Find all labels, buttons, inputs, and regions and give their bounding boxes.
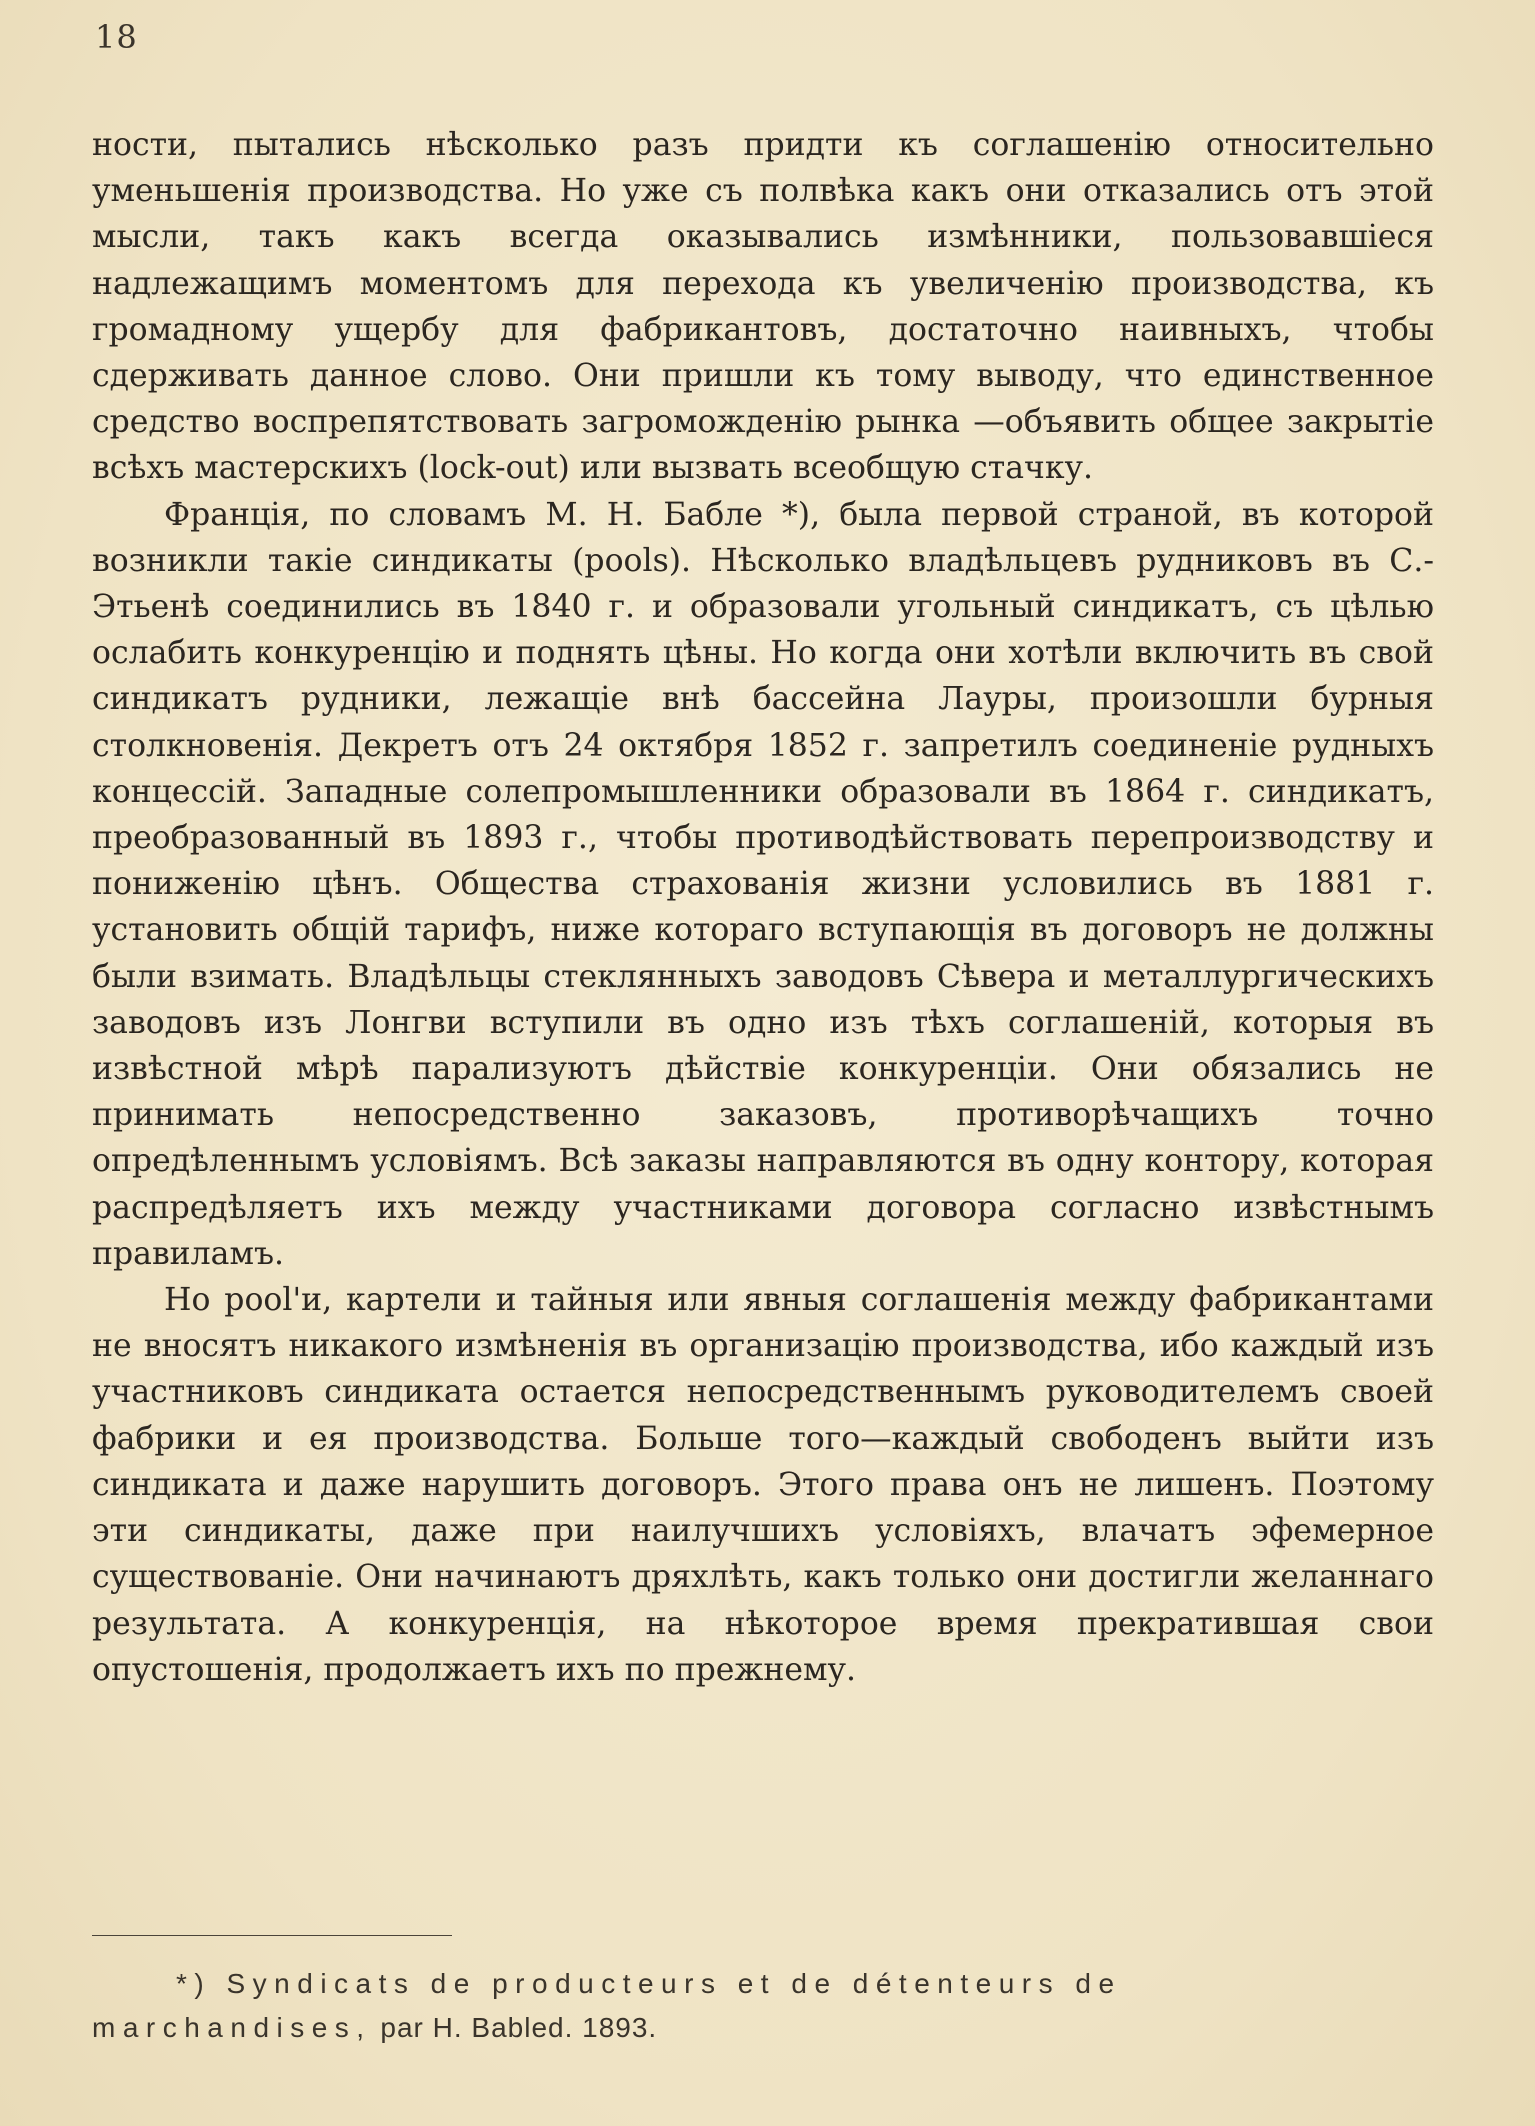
paragraph-2: Франція, по словамъ М. Н. Бабле *), была первой страной, въ которой возникли такіе синдикаты (pools). Нѣсколько владѣльцевъ рудниковъ въ С.-Этьенѣ соединились въ 1840 г. и образовали угольный синдикатъ, съ цѣлью ослабить конкуренцію и поднять цѣны. Но когда они хотѣли включить въ свой синдикатъ рудники, лежащіе внѣ бассейна Лауры, произошли бурныя столкновенія. Декретъ отъ 24 октября 1852 г. запретилъ соединеніе рудныхъ концессій. Западные солепромышленники образовали въ 1864 г. синдикатъ, преобразованный въ 1893 г., чтобы противодѣйствовать перепроизводству и пониженію цѣнъ. Общества страхованія жизни условились въ 1881 г. установить общій тарифъ, ниже котораго вступающія въ договоръ не должны были взимать. Владѣльцы стеклянныхъ заводовъ Сѣвера и металлургическихъ заводовъ изъ Лонгви вступили въ одно изъ тѣхъ соглашеній, которыя въ извѣстной мѣрѣ парализуютъ дѣйствіе конкуренціи. Они обязались не принимать непосредственно заказовъ, противорѣчащихъ точно опредѣленнымъ условіямъ. Всѣ заказы направляются въ одну контору, которая распредѣляетъ ихъ между участниками договора согласно извѣстнымъ правиламъ. [92,496,1434,1272]
body-text [92,122,1434,1693]
footnote-citation: par H. Babled. 1893. [371,2012,658,2043]
paragraph-3: Но pool'и, картели и тайныя или явныя соглашенія между фабрикантами не вносятъ никакого измѣненія въ организацію производства, ибо каждый изъ участниковъ синдиката остается непосредственнымъ руководителемъ своей фабрики и ея производства. Больше того—каждый свободенъ выйти изъ синдиката и даже нарушить договоръ. Этого права онъ не лишенъ. Поэтому эти синдикаты, даже при наилучшихъ условіяхъ, влачатъ эфемерное существованіе. Они начинаютъ дряхлѣть, какъ только они достигли желаннаго результата. А конкуренція, на нѣкоторое время прекратившая свои опустошенія, продолжаетъ ихъ по прежнему. [92,1282,1434,1688]
footnote-spaced-word: marchandises, [92,2012,372,2043]
paragraph-1: ности, пытались нѣсколько разъ придти къ соглашенію относительно уменьшенія производства. Но уже съ полвѣка какъ они отказались отъ этой мысли, такъ какъ всегда оказывались измѣнники, пользовавшіеся надлежащимъ моментомъ для перехода къ увеличенію производства, къ громадному ущербу для фабрикантовъ, достаточно наивныхъ, чтобы сдерживать данное слово. Они пришли къ тому выводу, что единственное средство воспрепятствовать загроможденію рынка —объявить общее закрытіе всѣхъ мастерскихъ (lock-out) или вызвать всеобщую стачку. [92,127,1434,487]
footnote-line-2 [92,2006,1434,2050]
footnote-line-1: *) Syndicats de producteurs et de détenteurs de [176,1968,1122,1999]
page-number: 18 [95,18,138,56]
footnote [92,1962,1434,2050]
footnote-divider [92,1935,452,1936]
